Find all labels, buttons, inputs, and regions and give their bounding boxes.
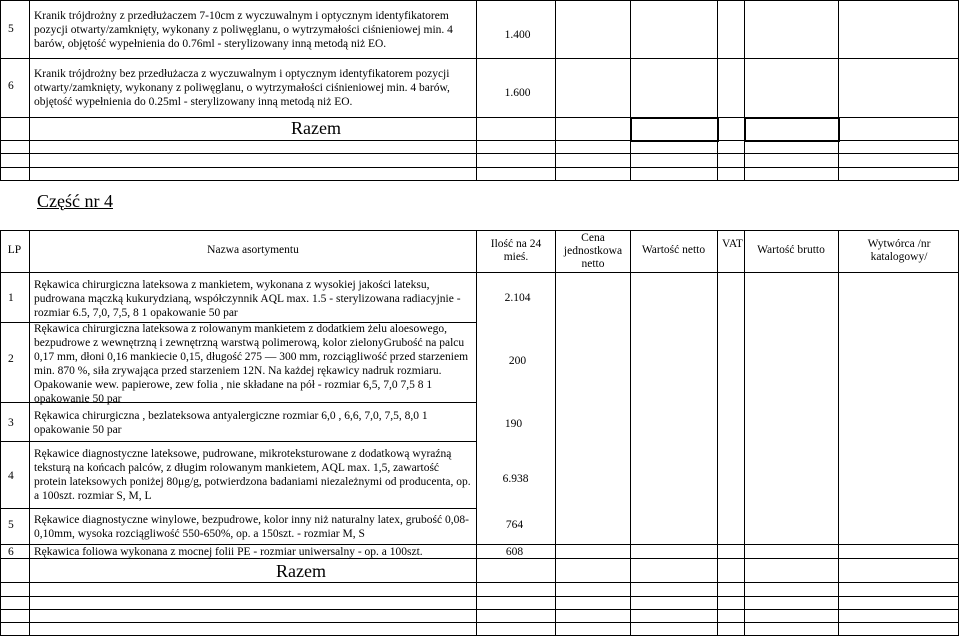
- grid-line: [29, 230, 30, 636]
- grid-line: [555, 0, 556, 180]
- row-qty: 2.104: [504, 292, 531, 304]
- header-lp: LP: [7, 244, 22, 256]
- header-name: Nazwa asortymentu: [207, 244, 299, 256]
- prev-row-qty: 1.400: [504, 29, 531, 41]
- prev-row-desc: Kranik trójdrożny z przedłużaczem 7-10cm z wyczuwalnym i optycznym identyfikatorem pozycji otwarty/zamknięty, wykonany z poliwęglanu, o wytrzymałości ciśnieniowej min. 4 barów, objętość wypełnienia do 0.76ml - sterylizowany inną metodą niż EO.: [34, 10, 453, 50]
- razem-label: Razem: [276, 561, 326, 581]
- grid-line: [476, 0, 477, 180]
- prev-row-lp: 6: [8, 80, 14, 92]
- grid-line: [0, 272, 959, 273]
- header-vat: VAT: [722, 238, 743, 250]
- row-desc: Rękawice diagnostyczne winylowe, bezpudrowe, kolor inny niż naturalny latex, grubość 0,08-0,10mm, wysoka rozciągliwość 550-650%, op. a 150szt. - rozmiar M, S: [34, 514, 469, 540]
- grid-line: [717, 230, 718, 636]
- grid-line: [29, 0, 30, 180]
- row-qty: 200: [508, 355, 527, 367]
- header-qty: Ilość na 24 mieś.: [490, 238, 542, 263]
- grid-line: [0, 230, 1, 636]
- grid-line: [0, 0, 959, 1]
- row-lp: 4: [8, 470, 14, 482]
- header-unit-price: Cena jednostkowa netto: [563, 232, 623, 270]
- row-qty: 6.938: [502, 473, 529, 485]
- row-desc: Rękawica chirurgiczna lateksowa z mankietem, wykonana z wysokiej jakości lateksu, pudrowana mączką kukurydzianą, współczynnik AQL max. 1.5 - sterylizowana radiacyjnie - rozmiar 6.5, 7,0, 7,5, 8 1 opakowanie 50 par: [34, 279, 461, 319]
- grid-line: [0, 596, 959, 597]
- razem-gross-cell: [744, 117, 840, 142]
- grid-line: [0, 441, 476, 442]
- grid-line: [0, 230, 959, 231]
- row-qty: 764: [505, 519, 524, 531]
- header-net-value: Wartość netto: [641, 244, 706, 256]
- row-desc: Rękawica foliowa wykonana z mocnej folii PE - rozmiar uniwersalny - op. a 100szt.: [34, 546, 423, 558]
- section-title: Część nr 4: [37, 191, 113, 211]
- row-desc: Rękawica chirurgiczna lateksowa z rolowanym mankietem z dodatkiem żelu aloesowego, bezpudrowe z wewnętrzną i zewnętrzną warstwą polimerową, kolor zielonyGrubość na palcu 0,17 mm, dłoni 0,16 mankiecie 0,15, długość 275 — 300 mm, rozciągliwość przed starzeniem min. 870 %, siła zrywająca przed starzeniem 12N. Na każdej rękawicy nadruk rozmiaru. Opakowanie wew. papierowe, zew folia , nie składane na pół - rozmiar 6,5, 7,0 7,5 8 1 opakowanie 50 par: [34, 323, 469, 405]
- row-qty: 190: [504, 418, 523, 430]
- row-lp: 1: [8, 292, 14, 304]
- grid-line: [630, 230, 631, 636]
- grid-line: [0, 180, 959, 181]
- grid-line: [838, 0, 839, 180]
- grid-line: [744, 0, 745, 180]
- header-gross-value: Wartość brutto: [757, 244, 825, 256]
- grid-line: [0, 153, 959, 154]
- prev-row-qty: 1.600: [504, 87, 531, 99]
- header-producer: Wytwórca /nr katalogowy/: [867, 238, 931, 263]
- grid-line: [555, 230, 556, 636]
- row-desc: Rękawice diagnostyczne lateksowe, pudrowane, mikroteksturowane z dodatkową wyraźną teksturą na końcach palców, z długim rolowanym mankietem, AQL max. 1,5, zawartość protein lateksowych poniżej 80μg/g, potwierdzona badaniami niezależnymi od producenta, op. a 100szt. rozmiar S, M, L: [34, 448, 471, 502]
- grid-line: [0, 167, 959, 168]
- row-lp: 3: [8, 417, 14, 429]
- grid-line: [838, 230, 839, 636]
- row-desc: Rękawica chirurgiczna , bezlateksowa antyalergiczne rozmiar 6,0 , 6,6, 7,0, 7,5, 8,0 1 opakowanie 50 par: [34, 410, 428, 436]
- grid-line: [0, 609, 959, 610]
- grid-line: [744, 230, 745, 636]
- razem-label: Razem: [291, 118, 341, 138]
- grid-line: [0, 622, 959, 623]
- grid-line: [0, 58, 959, 59]
- grid-line: [0, 582, 959, 583]
- grid-line: [630, 0, 631, 180]
- grid-line: [0, 0, 1, 180]
- grid-line: [476, 230, 477, 636]
- grid-line: [717, 0, 718, 180]
- grid-line: [0, 508, 476, 509]
- prev-row-lp: 5: [8, 23, 14, 35]
- row-qty: 608: [505, 546, 524, 558]
- row-lp: 6: [8, 546, 14, 558]
- razem-net-cell: [630, 117, 719, 142]
- row-lp: 5: [8, 519, 14, 531]
- row-lp: 2: [8, 353, 14, 365]
- prev-row-desc: Kranik trójdrożny bez przedłużacza z wyczuwalnym i optycznym identyfikatorem pozycji otwarty/zamknięty, wykonany z poliwęglanu, o wytrzymałości ciśnieniowej min. 4 barów, objętość wypełnienia do 0.25ml - sterylizowany inną metodą niż EO.: [34, 68, 450, 108]
